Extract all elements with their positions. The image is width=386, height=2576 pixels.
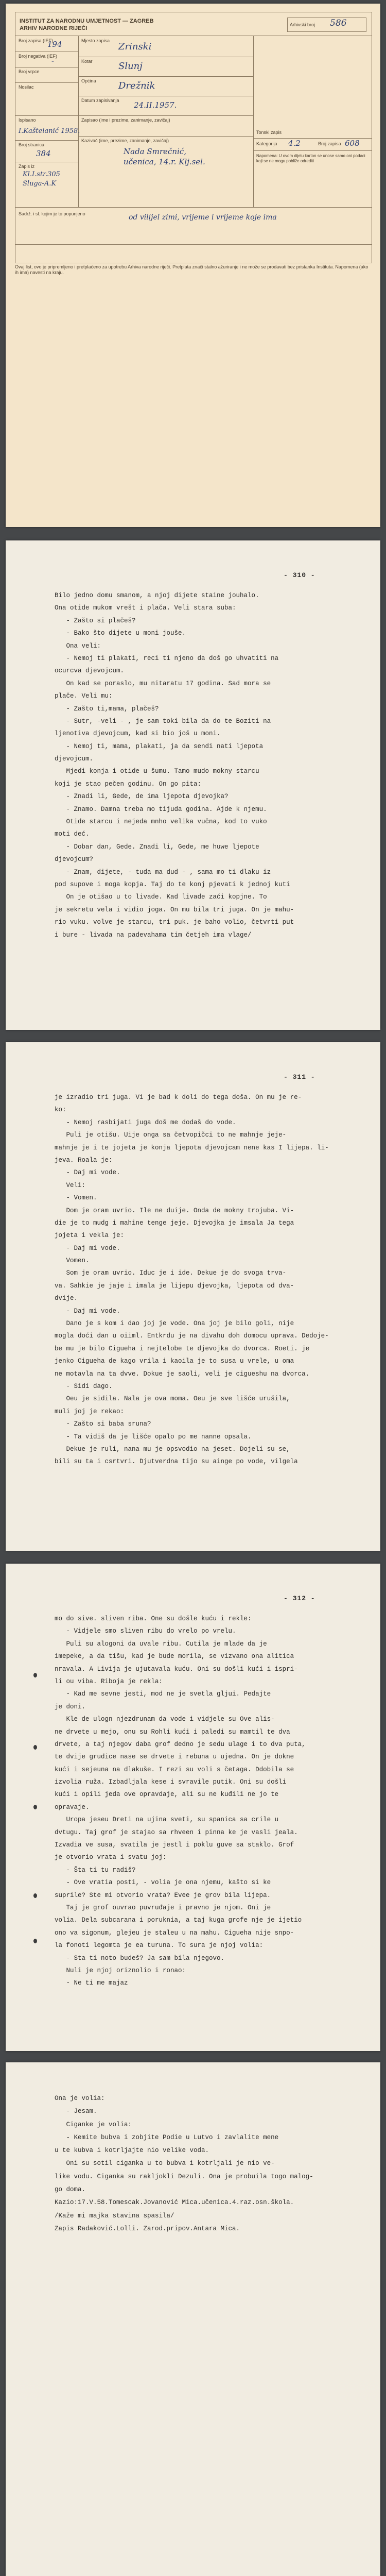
text-line: Zapis Radaković.Lolli. Zarod.pripov.Antara Mica. [55,2225,240,2232]
text-line: mahnje je i te jojeta je konja ljepota djevojcam nene kas I lijepa. li- [55,1144,329,1151]
text-line: go doma. [55,2186,86,2194]
text-line: - Vomen. [55,1194,97,1202]
archive-number-box [287,18,366,32]
text-line: Puli su alogoni da uvale ribu. Cutila je mlade da je [55,1640,267,1648]
institution-name: INSTITUT ZA NARODNU UMJETNOST — ZAGREB [20,18,154,24]
text-line: - Nemoj ti, mama, plakati, ja da sendi nati ljepota [55,742,264,750]
text-line: Kle de ulogn njezdrunam da vode i vidjele su Ove alis- [55,1716,275,1723]
field-value-record-from-1: Kl.I.str.305 [23,171,60,178]
text-line: moti deć. [55,831,90,838]
text-line: jenko Cigueha de kago vrila i kaoila je to susa u vrele, u oma [55,1358,294,1365]
text-line: - Dobar dan, Gede. Znadi li, Gede, me huwe ljepote [55,843,259,851]
field-label-category: Kategorija [256,141,277,146]
text-line: - Daj mi vode. [55,1307,120,1315]
text-line: la fonoti legomta je ea turuna. To sura je njoj volia: [55,1942,264,1950]
text-line: li ou viba. Riboja je rekla: [55,1677,163,1685]
text-line: - Kad me sevne jesti, mod ne je svetla gljui. Pedajte [55,1690,271,1698]
text-line: Ona otide mukom vrešt i plača. Veli stara suba: [55,604,236,612]
field-value-page-count: 384 [36,149,51,158]
text-line: ne drvete u mejo, onu su Rohli kući i paledi su mamtil te dva [55,1728,290,1736]
text-line: Otide starcu i nejeda mnho velika vučna, kod to vuko [55,818,267,826]
text-line: /Kaže mi majka stavina spasila/ [55,2212,174,2219]
text-line: - Sidi dago. [55,1382,113,1390]
field-value-entry-number: 608 [345,139,360,148]
page-number: - 311 - [284,1073,315,1081]
field-label-place: Mjesto zapisa [81,38,110,43]
text-line: Som je oram uvrio. Iduc je i ide. Dekue je do svoga trva- [55,1269,287,1277]
text-line: - Nemoj ti plakati, reci ti njeno da doš go uhvatiti na [55,654,279,662]
archive-number-value: 586 [330,18,347,28]
text-line: kući i sejeuna na dlakuše. I rezi su voli s četaga. Ddobila se [55,1766,294,1773]
text-line: Dano je s kom i dao joj je vode. Ona joj je bilo goli, nije [55,1320,294,1328]
text-line: rio vuku. volve je starcu, tri puk. je baho volio, četvrti put [55,919,294,926]
field-value-transcribed: I.Kaštelanić 1958. [19,127,80,135]
text-line: Vomen. [55,1257,90,1265]
index-card-page [6,4,380,527]
text-line: - Zašto si plačeš? [55,617,136,624]
text-line: - Daj mi vode. [55,1244,120,1252]
text-line: volia. Dela subcarana i poruknia, a taj kuga grofe nje je ijetio [55,1917,302,1924]
typed-page [6,540,380,1030]
text-line: mogla doći dan u oiiml. Entkrdu je na divahu doh domocu uprava. Dedoje- [55,1332,329,1340]
pencil-mark [33,1893,37,1898]
text-line: drvete, a taj njegov daba grof dedno je sedu ulage i to dva puta, [55,1740,306,1748]
text-line: Oeu je sidila. Nala je ova moma. Oeu je sve lišće urušila, [55,1395,290,1403]
text-line: - Vidjele smo sliven ribu do vrelo po vrelu. [55,1628,236,1635]
text-line: muli joj je rekao: [55,1408,125,1415]
field-value-negative-number: - [51,56,55,65]
field-label-record-from: Zapis iz [19,164,35,169]
pencil-mark [33,1939,37,1943]
field-value-category: 4.2 [288,139,301,148]
text-line: ko: [55,1106,66,1114]
text-line: On kad se poraslo, mu nitaratu 17 godina. Sad mora se [55,680,271,687]
text-line: - Bako što dijete u moni jouše. [55,630,186,637]
text-line: ono va sigonum, glejeu je staleu u na mahu. Cigueha nije snpo- [55,1929,294,1937]
text-line: dvtugu. Taj grof je stajao sa rhveen i pinna ke je vasli jeala. [55,1828,298,1836]
text-line: va. Sahkie je jaje i imala je lijepu djevojka, ljepota od dva- [55,1282,294,1290]
text-line: be mu je bilo Cigueha i nejtelobe te djevojka do dvorca. Roeti. je [55,1345,310,1352]
text-line: bili su ta i csrtvri. Djutverdna tijo su ainge po vode, vilgela [55,1458,298,1466]
typed-page [6,2062,380,2576]
text-line: kući i opili jeda ove opravdaje, ali su ne kuđili ne jo te [55,1791,279,1799]
field-value-narrator-1: Nada Smrečnić, [124,147,186,156]
text-line: je doni. [55,1703,86,1710]
text-line: dvije. [55,1295,78,1302]
field-value-place: Zrinski [118,41,152,52]
text-line: Bilo jedno domu smanom, a njoj dijete staine jouhalo. [55,592,259,599]
divider [78,36,79,207]
text-line: Taj je grof ouvrao puvruđaje i pravno je njom. Oni je [55,1904,271,1911]
field-value-municipality: Drežnik [118,80,155,91]
field-label-negative-number: Broj negativa (IEF) [19,54,58,59]
text-line: Ona je volia: [55,2095,105,2102]
text-line: Ona veli: [55,642,101,650]
text-line: - Šta ti tu radiš? [55,1866,136,1874]
field-label-date: Datum zapisivanja [81,98,119,103]
page-text [55,1613,363,1990]
pencil-mark [33,1805,37,1809]
text-line: Oni su sotil ciganka u to bubva i kotrljali je nio ve- [55,2160,275,2167]
card-footer: Ovaj list, ovo je pripremljeno i pretplaćeno za upotrebu Arhiva narodne riječi. Pretplata znači stalno ažuriranje i ne može se prodavati bez pristanka Instituta. Napomena (ako ih ima) navesti na kraju. [15,264,369,275]
page-text [55,2092,363,2235]
text-line: On je otišao u to livade. Kad livade zaći kopjne. To [55,893,267,901]
page-number: - 310 - [284,571,315,579]
pencil-mark [33,1745,37,1750]
text-line: nravala. A Livija je ujutavala kuću. Oni su došli kući i ispri- [55,1665,298,1673]
institution-header [20,18,154,32]
text-line: - Kemite bubva i zobjite Podie u Lutvo i zavlalite mene [55,2133,279,2141]
text-line: Uropa jeseu Dreti na ujina sveti, su spanica sa crile u [55,1816,279,1824]
field-value-record-number: 194 [47,40,62,49]
typed-page [6,1042,380,1551]
text-line: Dom je oram uvrio. Ile ne duije. Onda de mokny trojuba. Vi- [55,1207,294,1214]
text-line: - Zašto ti,mama, plačeš? [55,705,159,713]
text-line: Kazio:17.V.58.Tomescak.Jovanović Mica.učenica.4.raz.osn.škola. [55,2199,294,2207]
field-label-district: Kotar [81,59,93,64]
field-label-tape-number: Broj vrpce [19,69,40,74]
text-line: Mjedi konja i otide u šumu. Tamo mudo mokny starcu [55,768,259,775]
text-line: Puli je otišu. Uije onga sa četvopičci to ne mahnje jeje- [55,1131,287,1139]
text-line: pod supove i moga kopja. Taj do te konj pjevati k jednoj kuti [55,880,290,888]
text-line: je otvorio vrata i svatu joj: [55,1854,167,1861]
field-label-page-count: Broj stranica [19,142,45,147]
text-line: - Jesam. [55,2108,97,2115]
text-line: te dvije grudice nase se drvete i rebuna u ujedna. On je dokne [55,1753,294,1761]
field-value-narrator-2: učenica, 14.r. Klj.sel. [124,157,205,166]
text-line: - Ove vratia posti, - volia je ona njemu, kašto si ke [55,1879,271,1887]
content-value: od vilijel zimi, vrijeme i vrijeme koje ima [129,213,277,222]
divider [15,244,372,245]
field-label-carrier: Nosilac [19,84,34,90]
divider [253,36,254,207]
text-line: mo do sive. sliven riba. One su došle kuću i rekle: [55,1615,252,1622]
typed-page [6,1564,380,2051]
text-line: die je to mudg i mahine tenge jeje. Djevojka je imsala Ja tega [55,1219,294,1227]
archive-name: ARHIV NARODNE RIJEČI [20,25,87,31]
field-label-audio: Tonski zapis [256,130,282,135]
text-line: izvolia ruža. Izbadljala kese i svravile putik. Oni su došli [55,1778,287,1786]
text-line: je izradio tri juga. Vi je bad k doli do tega doša. On mu je re- [55,1094,302,1101]
content-label: Sadrž. i sl. kojim je to popunjeno [19,211,85,216]
index-card [15,12,372,263]
text-line: Dekue je ruli, nana mu je opsvodio na jeset. Dojeli su se, [55,1445,290,1453]
text-line: Veli: [55,1181,86,1189]
text-line: jeva. Roala je: [55,1156,113,1164]
text-line: suprile? Ste mi otvorio vrata? Evee je grov bila lijepa. [55,1891,271,1899]
text-line: - Nemoj rasbijati juga doš me dodaš do vode. [55,1118,236,1126]
text-line: ne motavla na ta dvve. Dokue je saoli, veli je cigueshu na dvorca. [55,1370,310,1378]
page-number: - 312 - [284,1595,315,1602]
note-box: Napomena: U ovom dijelu karton se unose samo oni podaci koji se ne mogu pobliže odrediti [256,154,365,163]
field-label-entry-number: Broj zapisa [318,141,341,146]
text-line: Ciganke je volia: [55,2121,132,2128]
text-line: djevojcum? [55,856,94,863]
text-line: opravaje. [55,1803,90,1811]
text-line: - Sta ti noto budeš? Ja sam bila njegovo. [55,1954,225,1962]
text-line: koji je stao pečen godinu. On go pita: [55,780,202,788]
text-line: imepeke, a da tišu, kad je bude morila, se vizvano ona alitica [55,1653,294,1660]
text-line: - Sutr, -veli - , je sam toki bila da do te Boziti na [55,717,271,725]
divider [15,207,372,208]
field-label-transcribed: Ispisano [19,117,36,123]
text-line: - Zašto si baba sruna? [55,1420,151,1428]
text-line: i bure - livada na padevahama tim četjeh ima vlage/ [55,931,252,939]
text-line: - Znamo. Damna treba mo tijuda godina. Ajde k njemu. [55,805,267,813]
text-line: je sekretu vela i vidio joga. On mu bila tri juga. On je mahu- [55,906,294,913]
text-line: - Znadi li, Gede, de ima ljepota djevojka? [55,793,229,801]
page-text [55,589,363,941]
archive-number-label: Arhivski broj [290,22,315,27]
text-line: u te kubva i kotrljajte nio velike voda. [55,2147,209,2155]
field-value-record-from-2: Sluga-A.K [23,180,57,188]
field-label-municipality: Općina [81,78,96,83]
text-line: ocurcva djevojcum. [55,667,125,675]
pencil-mark [33,1673,37,1677]
text-line: like vodu. Ciganka su rakljokli Dezuli. Ona je probuila togo malog- [55,2173,313,2180]
field-label-narrator: Kazivač (ime, prezime, zanimanje, zavičaj) [81,138,169,143]
text-line: ljenotiva djevojcum, kad si bio još u moni. [55,730,221,738]
text-line: djevojcum. [55,755,94,763]
text-line: - Ne ti me majaz [55,1979,128,1987]
text-line: - Ta vidiš da je lišće opalo po me nanne opsala. [55,1433,252,1440]
field-label-record-number: Broj zapisa (IEF) [19,38,54,43]
field-value-district: Slunj [118,61,143,72]
text-line: Nuli je njoj oriznolio i ronao: [55,1967,186,1974]
field-label-recorded-by: Zapisao (ime i prezime, zanimanje, zavičaj) [81,117,170,123]
text-line: Izvadia ve susa, svatila je jestl i poklu guve sa staklo. Grof [55,1841,294,1849]
text-line: - Znam, dijete, - tuda ma dud - , sama mo ti dlaku iz [55,868,271,876]
text-line: - Daj mi vode. [55,1169,120,1177]
text-line: jojeta i vekla je: [55,1232,125,1240]
page-text [55,1091,363,1468]
field-value-date: 24.II.1957. [134,100,177,110]
text-line: plače. Veli mu: [55,692,113,700]
